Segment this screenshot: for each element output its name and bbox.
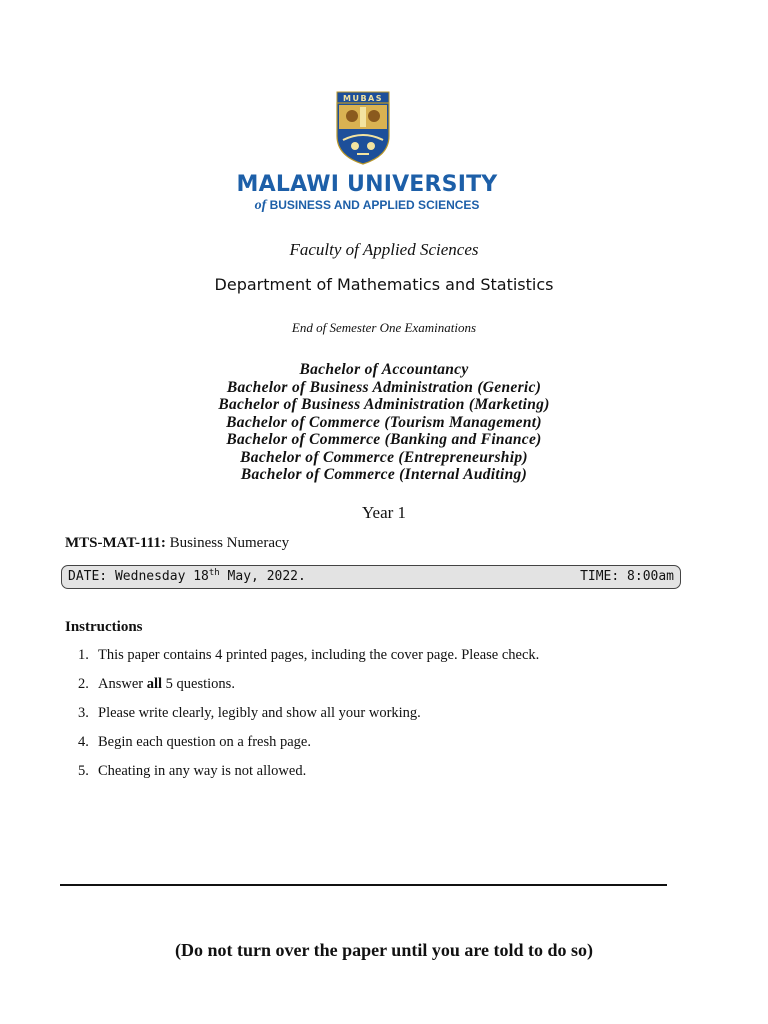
instruction-item [78, 705, 539, 734]
instruction-item [78, 734, 539, 763]
exam-time: TIME: 8:00am [580, 569, 674, 584]
instruction-number: 3. [78, 705, 89, 721]
instruction-text: This paper contains 4 printed pages, including the cover page. Please check. [98, 647, 540, 663]
instruction-number: 2. [78, 676, 89, 692]
instruction-item [78, 763, 539, 792]
date-prefix: DATE: Wednesday 18 [68, 569, 209, 584]
exam-date [68, 569, 306, 584]
programme-item: Bachelor of Commerce (Banking and Finance) [226, 431, 542, 448]
instruction-item [78, 676, 539, 705]
horizontal-rule [60, 884, 667, 886]
programme-item: Bachelor of Business Administration (Marketing) [218, 396, 550, 413]
instruction-number: 1. [78, 647, 89, 663]
instructions-heading: Instructions [65, 619, 143, 635]
university-subtitle-of: of [254, 198, 267, 213]
footer-notice: (Do not turn over the paper until you are told to do so) [174, 940, 594, 960]
crest-text: MUBAS [342, 94, 384, 103]
university-name: MALAWI UNIVERSITY [236, 172, 498, 197]
programme-list [0, 361, 768, 484]
instruction-emphasis: all [146, 676, 163, 692]
instruction-number: 4. [78, 734, 89, 750]
year-label: Year 1 [361, 503, 407, 522]
university-crest-logo [333, 90, 393, 166]
instructions-list [78, 647, 539, 792]
university-subtitle-rest: BUSINESS AND APPLIED SCIENCES [269, 198, 480, 212]
course-code: MTS-MAT-111: [65, 535, 166, 551]
programme-item: Bachelor of Commerce (Tourism Management) [226, 413, 542, 431]
faculty-title: Faculty of Applied Sciences [289, 240, 479, 259]
department-title: Department of Mathematics and Statistics [214, 275, 554, 294]
instruction-text: Begin each question on a fresh page. [98, 734, 311, 750]
instruction-item [78, 647, 539, 676]
exam-title: End of Semester One Examinations [291, 320, 477, 335]
instruction-text: Please write clearly, legibly and show all your working. [98, 705, 421, 721]
programme-item: Bachelor of Commerce (Internal Auditing) [240, 466, 528, 483]
programme-item: Bachelor of Business Administration (Generic) [226, 378, 542, 396]
programme-item: Bachelor of Accountancy [299, 361, 469, 378]
date-superscript: th [208, 568, 220, 578]
course-name: Business Numeracy [169, 535, 290, 551]
instruction-text: Cheating in any way is not allowed. [98, 763, 307, 779]
instruction-number: 5. [78, 763, 89, 779]
instruction-text-end: 5 questions. [162, 676, 235, 692]
date-time-box [61, 565, 681, 589]
date-suffix: May, 2022. [219, 569, 306, 584]
instruction-text: Answer [98, 676, 147, 692]
university-subtitle [0, 198, 734, 214]
programme-item: Bachelor of Commerce (Entrepreneurship) [240, 448, 528, 466]
course-title [65, 535, 289, 552]
